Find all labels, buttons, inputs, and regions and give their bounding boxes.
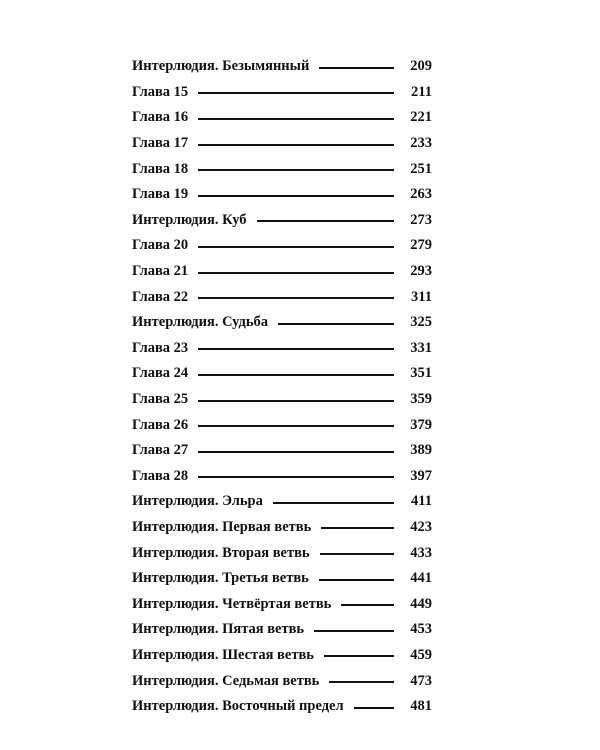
toc-entry-title: Интерлюдия. Первая ветвь [132, 518, 312, 535]
toc-entry-page-number: 273 [410, 211, 432, 228]
toc-leader-line [198, 348, 394, 350]
toc-entry-title: Глава 16 [132, 109, 189, 126]
toc-entry [132, 668, 432, 694]
toc-entry-title: Глава 18 [132, 160, 189, 177]
toc-entry-page-number: 263 [410, 186, 432, 203]
toc-entry-title: Интерлюдия. Восточный предел [132, 698, 344, 715]
toc-leader-line [198, 425, 394, 427]
toc-leader-line [341, 604, 394, 606]
toc-entry [132, 489, 432, 515]
toc-entry-title: Глава 23 [132, 339, 189, 356]
toc-entry-title: Интерлюдия. Шестая ветвь [132, 646, 314, 663]
toc-entry [132, 182, 432, 208]
toc-entry-page-number: 209 [410, 58, 432, 75]
toc-entry-page-number: 423 [410, 518, 432, 535]
toc-entry [132, 361, 432, 387]
toc-entry-title: Интерлюдия. Судьба [132, 314, 269, 331]
toc-entry [132, 233, 432, 259]
toc-entry [132, 208, 432, 234]
toc-entry-title: Глава 15 [132, 83, 189, 100]
toc-leader-line [198, 476, 394, 478]
table-of-contents [132, 54, 432, 719]
toc-entry [132, 694, 432, 720]
toc-entry [132, 617, 432, 643]
toc-entry [132, 438, 432, 464]
toc-leader-line [198, 144, 394, 146]
toc-entry-page-number: 351 [410, 365, 432, 382]
toc-leader-line [321, 527, 394, 529]
toc-leader-line [198, 92, 394, 94]
toc-leader-line [198, 451, 394, 453]
toc-leader-line [319, 67, 394, 69]
toc-entry [132, 80, 432, 106]
toc-entry-title: Интерлюдия. Четвёртая ветвь [132, 595, 332, 612]
toc-entry [132, 540, 432, 566]
toc-entry [132, 284, 432, 310]
toc-entry-page-number: 331 [410, 339, 432, 356]
toc-entry-title: Глава 24 [132, 365, 189, 382]
toc-leader-line [198, 297, 394, 299]
toc-leader-line [198, 272, 394, 274]
toc-entry-title: Интерлюдия. Куб [132, 211, 247, 228]
toc-entry-title: Интерлюдия. Безымянный [132, 58, 310, 75]
toc-entry-title: Глава 21 [132, 263, 189, 280]
toc-entry-page-number: 221 [410, 109, 432, 126]
toc-entry [132, 412, 432, 438]
toc-leader-line [329, 681, 394, 683]
toc-entry [132, 310, 432, 336]
toc-leader-line [198, 246, 394, 248]
toc-entry-title: Глава 26 [132, 416, 189, 433]
toc-entry-title: Глава 17 [132, 135, 189, 152]
toc-entry-page-number: 279 [410, 237, 432, 254]
toc-entry-page-number: 325 [410, 314, 432, 331]
toc-entry-page-number: 251 [410, 160, 432, 177]
toc-leader-line [314, 630, 394, 632]
toc-entry [132, 105, 432, 131]
toc-entry-page-number: 481 [410, 698, 432, 715]
toc-entry [132, 591, 432, 617]
toc-leader-line [278, 323, 394, 325]
toc-entry-page-number: 293 [410, 263, 432, 280]
toc-entry [132, 464, 432, 490]
toc-entry [132, 643, 432, 669]
toc-leader-line [319, 579, 394, 581]
toc-entry-title: Глава 27 [132, 442, 189, 459]
toc-entry [132, 54, 432, 80]
toc-entry [132, 131, 432, 157]
toc-leader-line [273, 502, 394, 504]
toc-entry-title: Глава 28 [132, 467, 189, 484]
toc-entry-page-number: 389 [410, 442, 432, 459]
toc-leader-line [257, 220, 394, 222]
toc-entry-title: Глава 22 [132, 288, 189, 305]
toc-leader-line [198, 195, 394, 197]
toc-entry [132, 156, 432, 182]
toc-entry-page-number: 453 [410, 621, 432, 638]
toc-entry-page-number: 459 [410, 646, 432, 663]
toc-entry-page-number: 359 [410, 391, 432, 408]
toc-leader-line [198, 118, 394, 120]
toc-entry-page-number: 379 [410, 416, 432, 433]
toc-entry-page-number: 211 [411, 83, 432, 100]
toc-entry-title: Глава 20 [132, 237, 189, 254]
toc-entry-page-number: 449 [410, 595, 432, 612]
toc-leader-line [320, 553, 394, 555]
toc-entry-page-number: 397 [410, 467, 432, 484]
toc-entry [132, 566, 432, 592]
toc-entry-page-number: 441 [410, 570, 432, 587]
toc-entry [132, 336, 432, 362]
toc-entry [132, 515, 432, 541]
toc-leader-line [198, 400, 394, 402]
toc-leader-line [198, 374, 394, 376]
toc-entry-page-number: 233 [410, 135, 432, 152]
toc-entry-title: Глава 19 [132, 186, 189, 203]
toc-leader-line [354, 707, 394, 709]
toc-leader-line [324, 655, 394, 657]
toc-entry-title: Интерлюдия. Вторая ветвь [132, 544, 310, 561]
toc-entry-page-number: 311 [411, 288, 432, 305]
toc-entry-page-number: 473 [410, 672, 432, 689]
toc-entry-title: Интерлюдия. Эльра [132, 493, 263, 510]
toc-leader-line [198, 169, 394, 171]
toc-entry [132, 259, 432, 285]
toc-entry-page-number: 433 [410, 544, 432, 561]
toc-entry-title: Интерлюдия. Пятая ветвь [132, 621, 305, 638]
toc-entry-page-number: 411 [411, 493, 432, 510]
toc-entry-title: Интерлюдия. Третья ветвь [132, 570, 309, 587]
toc-entry-title: Интерлюдия. Седьмая ветвь [132, 672, 320, 689]
toc-entry-title: Глава 25 [132, 391, 189, 408]
toc-entry [132, 387, 432, 413]
